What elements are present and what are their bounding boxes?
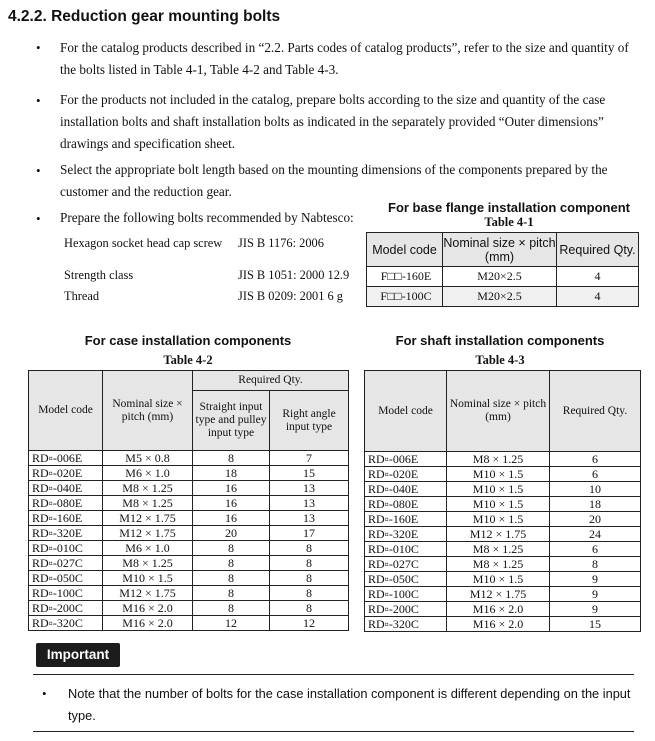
table-cell: 16: [193, 496, 270, 511]
bullet-icon: •: [36, 40, 41, 55]
table-row: [365, 542, 641, 557]
table-row: [29, 616, 349, 631]
table-cell: M20×2.5: [443, 267, 557, 287]
table-cell: 8: [193, 556, 270, 571]
table-cell: M5 × 0.8: [103, 451, 193, 466]
table-cell: 8: [193, 571, 270, 586]
table-cell: 8: [270, 601, 349, 616]
table-cell: RD▫-040E: [365, 482, 447, 497]
table-cell: RD▫-080E: [365, 497, 447, 512]
table3-header-nominal: Nominal size × pitch (mm): [447, 371, 550, 452]
table-cell: 6: [550, 452, 641, 467]
table-cell: M10 × 1.5: [447, 572, 550, 587]
section-heading: 4.2.2. Reduction gear mounting bolts: [8, 8, 281, 25]
table-row: [365, 497, 641, 512]
table-cell: 20: [193, 526, 270, 541]
table-cell: RD▫-010C: [29, 541, 103, 556]
table-cell: F□□-160E: [367, 267, 443, 287]
table1-header-model: Model code: [367, 233, 443, 267]
table-cell: RD▫-040E: [29, 481, 103, 496]
table-cell: 17: [270, 526, 349, 541]
table-cell: 6: [550, 542, 641, 557]
table-cell: 18: [550, 497, 641, 512]
table-cell: RD▫-320C: [365, 617, 447, 632]
table-cell: 7: [270, 451, 349, 466]
table-cell: 20: [550, 512, 641, 527]
table-cell: M8 × 1.25: [447, 542, 550, 557]
table-cell: M8 × 1.25: [103, 496, 193, 511]
table-base-flange: [366, 232, 639, 307]
table3-caption: For shaft installation components: [395, 333, 605, 348]
table1-header-nominal: Nominal size × pitch (mm): [443, 233, 557, 267]
table-cell: 18: [193, 466, 270, 481]
table-cell: M20×2.5: [443, 287, 557, 307]
table-cell: RD▫-050C: [365, 572, 447, 587]
table-cell: M10 × 1.5: [447, 482, 550, 497]
spec-label-screw: Hexagon socket head cap screw: [64, 236, 223, 250]
table-cell: M12 × 1.75: [447, 587, 550, 602]
table1-title: Table 4-1: [484, 215, 534, 229]
table-cell: 12: [270, 616, 349, 631]
bullet-icon: •: [36, 211, 41, 226]
table-row: [365, 467, 641, 482]
table-row: [365, 617, 641, 632]
table-cell: 8: [193, 451, 270, 466]
table-row: [365, 557, 641, 572]
table-cell: RD▫-160E: [365, 512, 447, 527]
spec-value-strength: JIS B 1051: 2000 12.9: [238, 268, 350, 282]
table-cell: M8 × 1.25: [447, 557, 550, 572]
bullet-text-recommended: Prepare the following bolts recommended by Nabtesco:: [60, 210, 354, 225]
divider: [33, 731, 634, 732]
bullet-icon: •: [42, 686, 47, 701]
table2-title: Table 4-2: [163, 353, 213, 367]
table1-caption: For base flange installation component: [388, 200, 630, 215]
table-cell: M6 × 1.0: [103, 466, 193, 481]
table-cell: 8: [270, 586, 349, 601]
table-row: [29, 481, 349, 496]
table-shaft-installation: [364, 370, 641, 632]
table-cell: 15: [550, 617, 641, 632]
table-row: [365, 587, 641, 602]
table-cell: 13: [270, 496, 349, 511]
table-row: [29, 496, 349, 511]
table-cell: 8: [270, 541, 349, 556]
table-cell: 9: [550, 602, 641, 617]
important-badge: Important: [36, 643, 120, 667]
table-cell: M10 × 1.5: [447, 497, 550, 512]
table-cell: 24: [550, 527, 641, 542]
table-cell: M16 × 2.0: [103, 616, 193, 631]
table-cell: RD▫-100C: [29, 586, 103, 601]
table-cell: RD▫-160E: [29, 511, 103, 526]
spec-value-thread: JIS B 0209: 2001 6 g: [238, 289, 343, 303]
table-row: [29, 601, 349, 616]
table-cell: M12 × 1.75: [103, 586, 193, 601]
table-cell: RD▫-006E: [29, 451, 103, 466]
table-cell: M8 × 1.25: [103, 481, 193, 496]
table-cell: M10 × 1.5: [447, 512, 550, 527]
table-cell: 8: [193, 541, 270, 556]
table-cell: RD▫-050C: [29, 571, 103, 586]
table3-header-model: Model code: [365, 371, 447, 452]
table-cell: 8: [270, 571, 349, 586]
table-row: [29, 586, 349, 601]
table-cell: RD▫-006E: [365, 452, 447, 467]
table-cell: RD▫-010C: [365, 542, 447, 557]
table-cell: 8: [270, 556, 349, 571]
table-cell: M6 × 1.0: [103, 541, 193, 556]
table-cell: 16: [193, 511, 270, 526]
table2-caption: For case installation components: [84, 333, 292, 348]
table-row: [365, 527, 641, 542]
bullet-text-bolt-length: Select the appropriate bolt length based on the mounting dimensions of the components prepared by the customer and the reduction gear.: [60, 162, 608, 199]
table-cell: 4: [557, 287, 639, 307]
divider: [33, 674, 634, 675]
table-cell: RD▫-320E: [365, 527, 447, 542]
table-cell: 10: [550, 482, 641, 497]
table-cell: M12 × 1.75: [103, 526, 193, 541]
table-row: [365, 602, 641, 617]
table-row: [29, 451, 349, 466]
table-row: [29, 511, 349, 526]
table3-header-qty: Required Qty.: [550, 371, 641, 452]
table-cell: M16 × 2.0: [103, 601, 193, 616]
spec-label-thread: Thread: [64, 289, 100, 303]
table2-header-model: Model code: [29, 371, 103, 451]
table2-header-right-angle: Right angle input type: [270, 391, 349, 451]
table-cell: RD▫-100C: [365, 587, 447, 602]
table-cell: M16 × 2.0: [447, 617, 550, 632]
table-row: [365, 512, 641, 527]
table-cell: RD▫-200C: [29, 601, 103, 616]
table1-header-qty: Required Qty.: [557, 233, 639, 267]
table-cell: RD▫-200C: [365, 602, 447, 617]
important-note: Note that the number of bolts for the case installation component is different depending on the input type.: [68, 686, 631, 723]
table-cell: RD▫-027C: [29, 556, 103, 571]
table-cell: M12 × 1.75: [447, 527, 550, 542]
table-cell: RD▫-080E: [29, 496, 103, 511]
table-row: [29, 541, 349, 556]
table-cell: 13: [270, 481, 349, 496]
table-row: [29, 466, 349, 481]
table-row: [29, 556, 349, 571]
bullet-text-non-catalog: For the products not included in the catalog, prepare bolts according to the size and quantity of the case installation bolts and shaft installation bolts as indicated in the separately provided “Outer dimensions” drawings and specification sheet.: [60, 92, 606, 151]
table-cell: RD▫-020E: [365, 467, 447, 482]
table3-title: Table 4-3: [475, 353, 525, 367]
bullet-icon: •: [36, 93, 41, 108]
table-cell: 15: [270, 466, 349, 481]
table-cell: RD▫-320C: [29, 616, 103, 631]
table-row: [29, 526, 349, 541]
table2-header-straight: Straight input type and pulley input type: [193, 391, 270, 451]
bullet-text-catalog: For the catalog products described in “2.2. Parts codes of catalog products”, refer to the size and quantity of the bolts listed in Table 4-1, Table 4-2 and Table 4-3.: [60, 40, 629, 77]
table-cell: M10 × 1.5: [447, 467, 550, 482]
table-row: [365, 452, 641, 467]
table2-header-required: Required Qty.: [193, 371, 349, 391]
table-cell: M10 × 1.5: [103, 571, 193, 586]
spec-label-strength: Strength class: [64, 268, 134, 282]
table-row: [29, 571, 349, 586]
table-cell: 8: [193, 586, 270, 601]
table-cell: 9: [550, 572, 641, 587]
table-case-installation: [28, 370, 349, 631]
table-cell: M8 × 1.25: [447, 452, 550, 467]
table-cell: 16: [193, 481, 270, 496]
table-cell: 4: [557, 267, 639, 287]
table-cell: 8: [193, 601, 270, 616]
table-cell: M8 × 1.25: [103, 556, 193, 571]
table-row: [365, 572, 641, 587]
table-cell: 6: [550, 467, 641, 482]
bullet-icon: •: [36, 163, 41, 178]
table-row: [365, 482, 641, 497]
table-cell: M12 × 1.75: [103, 511, 193, 526]
spec-value-screw: JIS B 1176: 2006: [238, 236, 324, 250]
table-cell: RD▫-020E: [29, 466, 103, 481]
table-cell: 12: [193, 616, 270, 631]
table-cell: M16 × 2.0: [447, 602, 550, 617]
table-cell: 13: [270, 511, 349, 526]
table-cell: 9: [550, 587, 641, 602]
table-cell: F□□-100C: [367, 287, 443, 307]
table-cell: RD▫-027C: [365, 557, 447, 572]
table2-header-nominal: Nominal size × pitch (mm): [103, 371, 193, 451]
table-cell: RD▫-320E: [29, 526, 103, 541]
table-cell: 8: [550, 557, 641, 572]
